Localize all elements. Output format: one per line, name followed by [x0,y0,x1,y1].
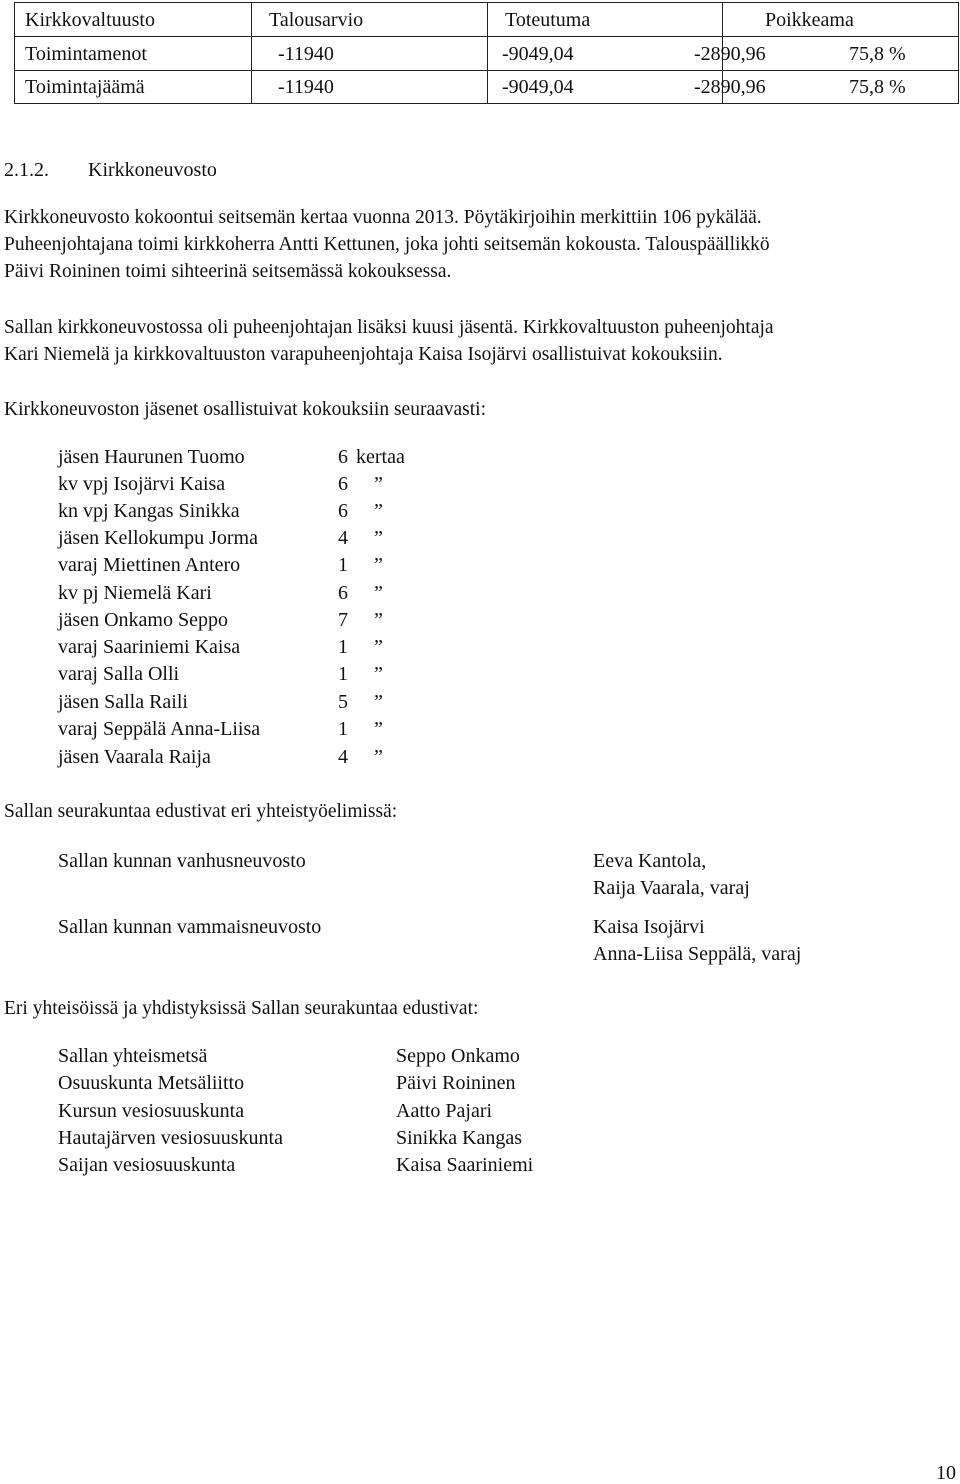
member-name: varaj Seppälä Anna-Liisa [58,718,261,740]
paragraph-line: Päivi Roininen toimi sihteerinä seitsemässä kokouksessa. [4,261,452,282]
table-border-right [958,2,959,104]
table-header-cell: Talousarvio [269,9,364,31]
body-representative: Kaisa Isojärvi [593,916,705,938]
body-representative: Anna-Liisa Seppälä, varaj [593,943,802,965]
member-unit: ” [374,636,383,658]
member-count: 6 [338,446,348,468]
member-name: varaj Salla Olli [58,663,180,685]
member-count: 4 [338,746,348,768]
member-count: 6 [338,500,348,522]
list-item [58,610,478,637]
organization-name: Sallan yhteismetsä [58,1045,208,1067]
table-cell: -2890,96 [694,43,766,65]
member-name: kv pj Niemelä Kari [58,582,212,604]
body-name: Sallan kunnan vanhusneuvosto [58,850,306,872]
member-name: jäsen Vaarala Raija [58,746,211,768]
organization-representative: Aatto Pajari [396,1100,493,1122]
member-count: 1 [338,663,348,685]
member-count: 1 [338,718,348,740]
member-name: varaj Miettinen Antero [58,554,241,576]
member-name: jäsen Salla Raili [58,691,188,713]
list-item [58,555,478,582]
table-column-divider [251,2,252,104]
paragraph [4,314,956,368]
member-unit: ” [374,500,383,522]
paragraph [4,204,956,285]
section-number: 2.1.2. [4,159,49,181]
list-item [58,637,478,664]
table-cell: 75,8 % [849,43,906,65]
table-cell: 75,8 % [849,76,906,98]
member-count: 1 [338,554,348,576]
member-name: jäsen Onkamo Seppo [58,609,228,631]
table-cell: -9049,04 [502,43,574,65]
member-count: 6 [338,473,348,495]
organization-name: Osuuskunta Metsäliitto [58,1072,245,1094]
member-name: kv vpj Isojärvi Kaisa [58,473,226,495]
member-count: 5 [338,691,348,713]
member-unit: ” [374,527,383,549]
organization-name: Hautajärven vesiosuuskunta [58,1127,283,1149]
list-item [58,474,478,501]
body-representative: Eeva Kantola, [593,850,707,872]
paragraph-line: Kari Niemelä ja kirkkovaltuuston varapuheenjohtaja Kaisa Isojärvi osallistuivat kokouksiin. [4,344,723,365]
list-item [58,501,478,528]
table-border-left [14,2,15,104]
organization-representative: Seppo Onkamo [396,1045,520,1067]
member-count: 6 [338,582,348,604]
organization-representative: Päivi Roininen [396,1072,516,1094]
table-cell: -9049,04 [502,76,574,98]
page-number: 10 [936,1462,956,1484]
member-unit: ” [374,691,383,713]
paragraph-line: Sallan seurakuntaa edustivat eri yhteistyöelimissä: [4,801,398,822]
member-unit: ” [374,663,383,685]
organization-name: Kursun vesiosuuskunta [58,1100,245,1122]
member-unit: ” [374,609,383,631]
list-item [58,747,478,774]
table-header-cell: Poikkeama [765,9,854,31]
member-unit: kertaa [356,446,405,468]
member-unit: ” [374,746,383,768]
paragraph-line: Sallan kirkkoneuvostossa oli puheenjohtajan lisäksi kuusi jäsentä. Kirkkovaltuuston puheenjohtaja [4,317,774,338]
organization-representative: Sinikka Kangas [396,1127,523,1149]
member-name: varaj Saariniemi Kaisa [58,636,241,658]
body-name: Sallan kunnan vammaisneuvosto [58,916,322,938]
section-title: Kirkkoneuvosto [88,159,217,181]
table-cell: Toimintajäämä [25,76,145,98]
member-unit: ” [374,554,383,576]
list-item [58,719,478,746]
organization-representative: Kaisa Saariniemi [396,1154,534,1176]
paragraph [4,995,956,1022]
table-cell: -11940 [278,76,334,98]
member-unit: ” [374,473,383,495]
member-name: jäsen Kellokumpu Jorma [58,527,258,549]
member-name: jäsen Haurunen Tuomo [58,446,245,468]
table-cell: -11940 [278,43,334,65]
table-cell: -2890,96 [694,76,766,98]
paragraph-line: Puheenjohtajana toimi kirkkoherra Antti Kettunen, joka johti seitsemän kokousta. Talouspäällikkö [4,234,770,255]
member-count: 4 [338,527,348,549]
paragraph [4,396,956,423]
list-item [58,528,478,555]
paragraph-line: Kirkkoneuvoston jäsenet osallistuivat kokouksiin seuraavasti: [4,399,487,420]
table-column-divider [487,2,488,104]
list-item [58,447,478,474]
member-unit: ” [374,718,383,740]
table-cell: Toimintamenot [25,43,147,65]
member-count: 7 [338,609,348,631]
list-item [58,583,478,610]
paragraph-line: Eri yhteisöissä ja yhdistyksissä Sallan seurakuntaa edustivat: [4,998,479,1019]
budget-table [14,2,959,104]
member-count: 1 [338,636,348,658]
table-header-cell: Kirkkovaltuusto [25,9,155,31]
list-item [58,692,478,719]
paragraph [4,798,956,825]
member-name: kn vpj Kangas Sinikka [58,500,240,522]
organization-name: Saijan vesiosuuskunta [58,1154,236,1176]
member-unit: ” [374,582,383,604]
list-item [58,664,478,691]
body-representative: Raija Vaarala, varaj [593,877,750,899]
paragraph-line: Kirkkoneuvosto kokoontui seitsemän kertaa vuonna 2013. Pöytäkirjoihin merkittiin 106 pykälää. [4,207,762,228]
table-header-cell: Toteutuma [505,9,591,31]
